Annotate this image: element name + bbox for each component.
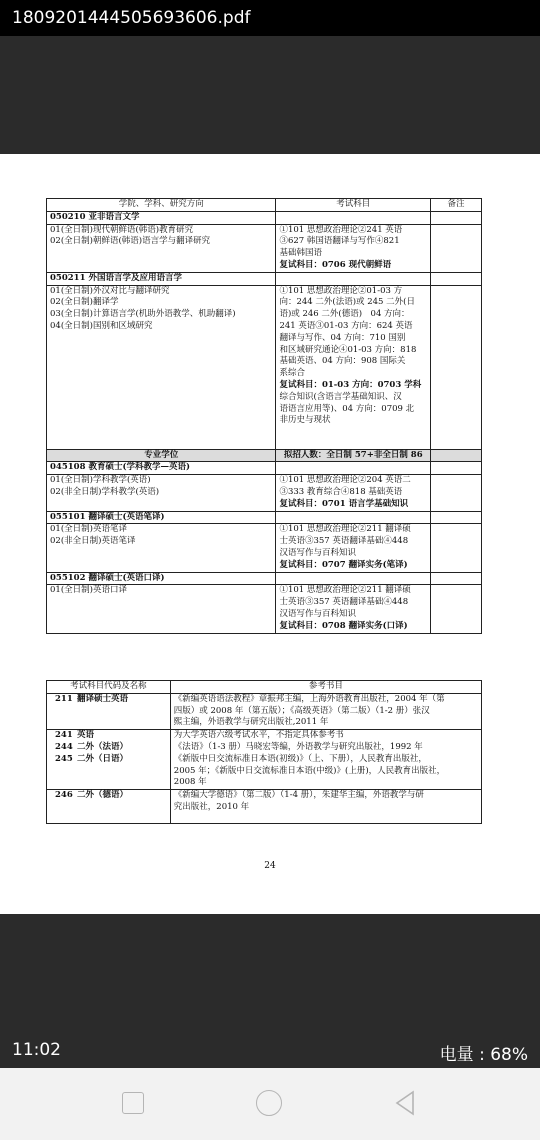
- section-heading: 055101 翻译硕士(英语笔译): [47, 511, 276, 524]
- file-title: 1809201444505693606.pdf: [12, 8, 251, 28]
- section-heading-row: [47, 211, 482, 224]
- exam-subjects: ①101 思想政治理论②241 英语 ③627 韩国语翻译与写作④821 基础韩国语 复试科目：0706 现代朝鲜语: [276, 224, 431, 272]
- exam-subjects: ①101 思想政治理论②01-03 方 向：244 二外(法语)或 245 二外(日 语)或 246 二外(德语) 04 方向： 241 英语③01-03 方向：624 英语 翻译与写作、04 方向：710 国别 和区域研究通论④01-03 方向：818 基础英语、04 方向：908 国际关 系综合 复试科目：01-03 方向：0703 学科 综合知识(含语言学基础知识、汉 语语言应用等)、04 方向：0709 北 非历史与现状: [276, 285, 431, 449]
- section-heading: 045108 教育硕士(学科教学—英语): [47, 462, 276, 475]
- direction-list: 01(全日制)英语口译: [47, 585, 276, 633]
- header-direction: 学院、学科、研究方向: [47, 199, 276, 212]
- table-row: [47, 285, 482, 449]
- subject-codes: 246 二外（德语）: [47, 790, 171, 824]
- subject-codes: 211 翻译硕士英语: [47, 693, 171, 729]
- table-header-row: [47, 199, 482, 212]
- subject-codes: 241 英语 244 二外（法语） 245 二外（日语）: [47, 730, 171, 790]
- status-time: 11:02: [12, 1040, 61, 1060]
- header-exam: 考试科目: [276, 199, 431, 212]
- exam-subjects: ①101 思想政治理论②204 英语二 ③333 教育综合④818 基础英语 复试科目：0701 语言学基础知识: [276, 475, 431, 511]
- home-icon[interactable]: [256, 1090, 282, 1116]
- section-heading-row: [47, 572, 482, 585]
- table-row: [47, 693, 482, 729]
- page-number: 24: [264, 861, 276, 871]
- enrollment-count: 拟招人数：全日制 57+非全日制 86: [276, 449, 431, 462]
- table-row: [47, 475, 482, 511]
- section-heading-row: [47, 272, 482, 285]
- table-row: [47, 585, 482, 633]
- exam-subjects: ①101 思想政治理论②211 翻译硕 士英语③357 英语翻译基础④448 汉语写作与百科知识 复试科目：0708 翻译实务(口译): [276, 585, 431, 633]
- direction-list: 01(全日制)学科教学(英语) 02(非全日制)学科教学(英语): [47, 475, 276, 511]
- table-header-row: [47, 681, 482, 694]
- recent-apps-icon[interactable]: [122, 1092, 144, 1114]
- system-nav-bar: [0, 1068, 540, 1140]
- table-row: [47, 524, 482, 572]
- professional-degree-label: 专业学位: [47, 449, 276, 462]
- program-table: [46, 198, 482, 634]
- header-remark: 备注: [431, 199, 482, 212]
- status-battery: 电量 : 68%: [439, 1045, 528, 1065]
- header-subject-code: 考试科目代码及名称: [47, 681, 171, 694]
- section-heading: 055102 翻译硕士(英语口译): [47, 572, 276, 585]
- direction-list: 01(全日制)现代朝鲜语(韩语)教育研究 02(全日制)朝鲜语(韩语)语言学与翻译研究: [47, 224, 276, 272]
- table-row: [47, 224, 482, 272]
- direction-list: 01(全日制)外汉对比与翻译研究 02(全日制)翻译学 03(全日制)计算语言学(机助外语教学、机助翻译) 04(全日制)国别和区域研究: [47, 285, 276, 449]
- book-list: 《新编大学德语》（第二版）（1-4 册），朱建华主编，外语教学与研 究出版社，2010 年: [170, 790, 481, 824]
- direction-list: 01(全日制)英语笔译 02(非全日制)英语笔译: [47, 524, 276, 572]
- viewer-background-top: [0, 36, 540, 154]
- section-heading-row: [47, 511, 482, 524]
- exam-subjects: ①101 思想政治理论②211 翻译硕 士英语③357 英语翻译基础④448 汉语写作与百科知识 复试科目：0707 翻译实务(笔译): [276, 524, 431, 572]
- book-list: 《新编英语语法教程》章振邦主编，上海外语教育出版社，2004 年（第 四版）或 2008 年（第五版）；《高级英语》（第二版）（1-2 册）张汉 熙主编，外语教学与研究出版社,2011 年: [170, 693, 481, 729]
- section-heading-row: [47, 462, 482, 475]
- back-icon[interactable]: [394, 1090, 416, 1116]
- table-row: [47, 790, 482, 824]
- table-row: [47, 730, 482, 790]
- file-title-bar: [0, 0, 540, 36]
- header-books: 参考书目: [170, 681, 481, 694]
- section-heading: 050210 亚非语言文学: [47, 211, 276, 224]
- book-list: 为大学英语六级考试水平，不指定具体参考书 《法语》（1-3 册）马晓宏等编，外语教学与研究出版社，1992 年 《新版中日交流标准日本语(初级)》（上、下册），人民教育出版社， 2005 年；《新版中日交流标准日本语(中级)》(上册)，人民教育出版社， 2008 年: [170, 730, 481, 790]
- professional-degree-row: [47, 449, 482, 462]
- section-heading: 050211 外国语言学及应用语言学: [47, 272, 276, 285]
- reference-books-table: [46, 680, 482, 824]
- pdf-page[interactable]: [0, 154, 540, 914]
